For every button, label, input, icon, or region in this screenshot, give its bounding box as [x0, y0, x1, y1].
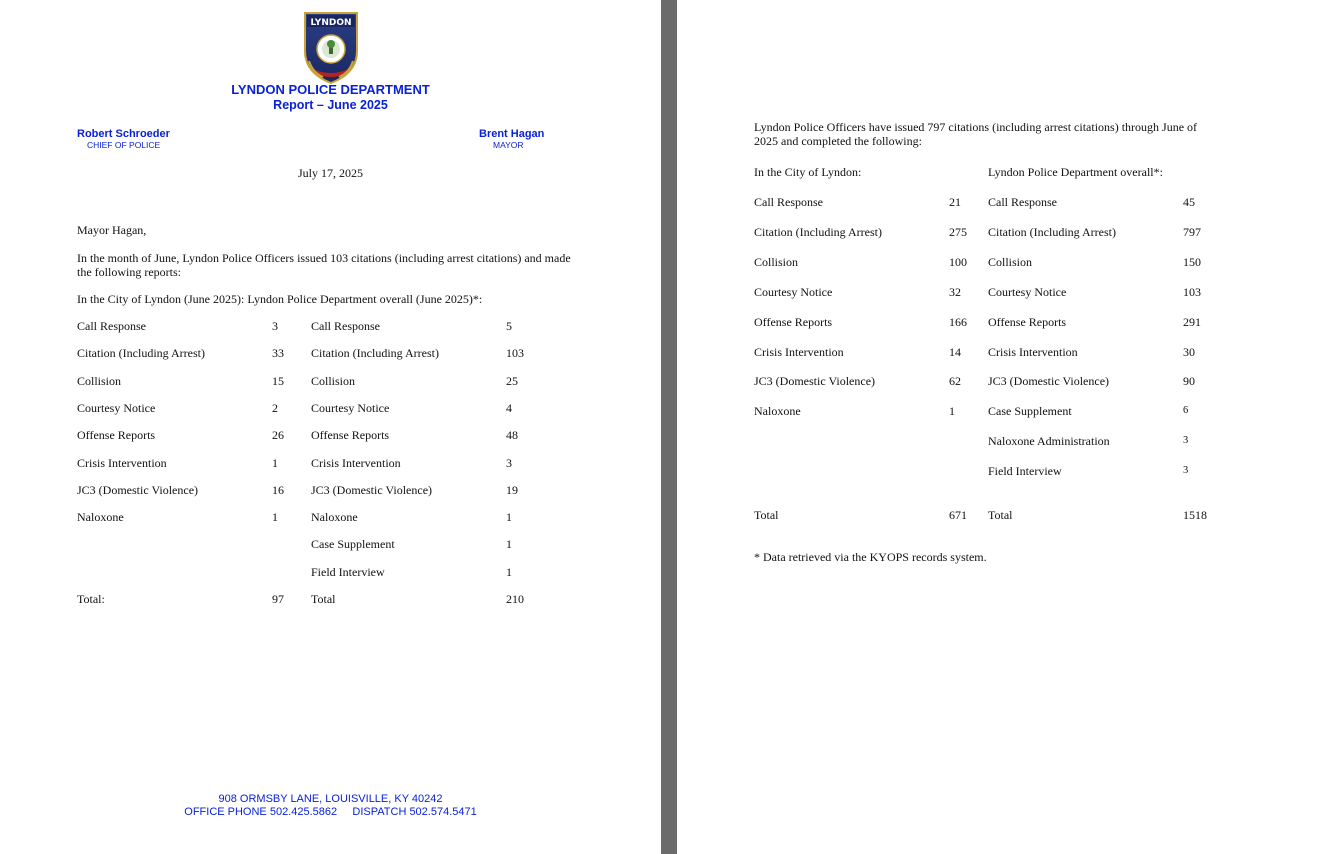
june-row-overall-label: Collision [311, 373, 356, 388]
page-divider [661, 0, 677, 854]
june-row-overall-label: Total [311, 592, 336, 606]
ytd-row-overall-value: 3 [1183, 435, 1189, 447]
ytd-row-city-value: 32 [949, 284, 961, 299]
june-row-overall-value: 3 [506, 455, 512, 470]
june-row-city-label: Citation (Including Arrest) [77, 346, 205, 361]
june-row-city-value: 3 [272, 319, 278, 333]
ytd-row-city-value: 1 [949, 404, 955, 419]
june-row-overall-label: Offense Reports [311, 428, 390, 443]
june-row-city-label: Offense Reports [77, 428, 156, 443]
june-row-overall-value: 4 [506, 400, 512, 415]
badge-text: LYNDON [310, 18, 352, 28]
june-row-overall-value: 25 [506, 373, 518, 388]
ytd-total-city-label: Total [754, 508, 779, 522]
june-row-overall-value: 103 [506, 346, 524, 361]
ytd-total-overall-label: Total [988, 508, 1013, 522]
footer-address: 908 ORMSBY LANE, LOUISVILLE, KY 40242 [218, 793, 443, 805]
intro-line-2: the following reports: [77, 265, 181, 279]
ytd-row-overall-label: Call Response [988, 195, 1057, 209]
ytd-row-overall-value: 3 [1183, 465, 1189, 477]
june-row-overall-label: Naloxone [311, 510, 358, 525]
mayor-title: MAYOR [493, 140, 524, 150]
june-row-overall-label: Field Interview [311, 564, 385, 579]
ytd-row-overall-label: Collision [988, 254, 1033, 269]
june-row-overall-label: Courtesy Notice [311, 400, 390, 415]
ytd-row-city-value: 275 [949, 224, 967, 239]
ytd-row-city-label: Citation (Including Arrest) [754, 224, 882, 239]
ytd-row-overall-value: 797 [1183, 224, 1201, 239]
june-row-city-label: Total: [77, 592, 105, 606]
mayor-name: Brent Hagan [479, 128, 545, 140]
chief-title: CHIEF OF POLICE [87, 140, 161, 150]
june-row-overall-value: 1 [506, 537, 512, 552]
june-row-overall-label: Citation (Including Arrest) [311, 346, 439, 361]
ytd-row-city-label: Crisis Intervention [754, 344, 844, 359]
june-row-overall-label: Call Response [311, 319, 380, 333]
ytd-row-city-value: 62 [949, 374, 961, 389]
chief-name: Robert Schroeder [77, 128, 170, 140]
ytd-row-city-label: Naloxone [754, 404, 801, 419]
ytd-intro-line-2: 2025 and completed the following: [754, 134, 922, 148]
june-row-overall-label: Case Supplement [311, 537, 395, 552]
june-row-overall-value: 1 [506, 510, 512, 525]
ytd-row-overall-label: Courtesy Notice [988, 284, 1067, 299]
june-row-city-value: 1 [272, 455, 278, 470]
ytd-row-city-label: JC3 (Domestic Violence) [754, 374, 876, 389]
columns-heading: In the City of Lyndon (June 2025): Lyndon Police Department overall (June 2025)*: [77, 292, 483, 306]
june-row-city-label: JC3 (Domestic Violence) [77, 482, 199, 497]
ytd-row-city-label: Courtesy Notice [754, 284, 833, 299]
ytd-row-overall-value: 45 [1183, 195, 1195, 209]
report-title: Report – June 2025 [273, 98, 388, 112]
letter-date: July 17, 2025 [297, 166, 363, 180]
ytd-row-city-label: Call Response [754, 195, 823, 209]
june-row-city-value: 97 [272, 592, 284, 606]
june-row-overall-label: JC3 (Domestic Violence) [311, 482, 433, 497]
ytd-row-overall-label: Case Supplement [988, 404, 1072, 419]
ytd-row-city-value: 21 [949, 195, 961, 209]
june-row-city-label: Courtesy Notice [77, 400, 156, 415]
june-row-overall-label: Crisis Intervention [311, 455, 401, 470]
ytd-row-overall-value: 150 [1183, 254, 1201, 269]
footer-phones: OFFICE PHONE 502.425.5862 DISPATCH 502.574.5471 [184, 806, 477, 818]
ytd-footnote: * Data retrieved via the KYOPS records system. [754, 550, 987, 564]
ytd-overall-heading: Lyndon Police Department overall*: [988, 165, 1163, 179]
ytd-row-overall-label: Citation (Including Arrest) [988, 224, 1116, 239]
salutation: Mayor Hagan, [77, 223, 147, 237]
june-row-overall-value: 19 [506, 482, 518, 497]
ytd-row-city-label: Collision [754, 254, 799, 269]
ytd-row-overall-value: 6 [1183, 405, 1189, 417]
june-row-city-value: 15 [272, 373, 284, 388]
ytd-total-overall-value: 1518 [1183, 508, 1207, 522]
ytd-row-overall-value: 291 [1183, 314, 1201, 329]
june-row-city-label: Crisis Intervention [77, 455, 167, 470]
department-name: LYNDON POLICE DEPARTMENT [231, 82, 430, 97]
report-page-1 [0, 0, 661, 854]
ytd-row-overall-label: Naloxone Administration [988, 434, 1110, 449]
june-row-city-label: Naloxone [77, 510, 124, 525]
june-row-city-value: 33 [272, 346, 284, 361]
june-row-city-value: 26 [272, 428, 284, 443]
june-row-city-value: 16 [272, 482, 284, 497]
intro-line-1: In the month of June, Lyndon Police Officers issued 103 citations (including arrest citations) and made [77, 251, 571, 265]
ytd-row-overall-value: 103 [1183, 284, 1201, 299]
june-row-city-value: 1 [272, 510, 278, 525]
ytd-row-overall-value: 30 [1183, 344, 1195, 359]
june-row-city-value: 2 [272, 400, 278, 415]
june-row-overall-value: 48 [506, 428, 518, 443]
ytd-intro-line-1: Lyndon Police Officers have issued 797 citations (including arrest citations) through June of [754, 120, 1198, 134]
ytd-row-overall-label: Offense Reports [988, 314, 1067, 329]
ytd-row-overall-label: Crisis Intervention [988, 344, 1078, 359]
june-row-overall-value: 210 [506, 592, 524, 606]
june-row-overall-value: 5 [506, 319, 512, 333]
ytd-row-overall-label: Field Interview [988, 464, 1062, 479]
ytd-row-overall-label: JC3 (Domestic Violence) [988, 374, 1110, 389]
june-row-overall-value: 1 [506, 564, 512, 579]
ytd-row-city-value: 166 [949, 314, 967, 329]
ytd-row-city-value: 14 [949, 344, 961, 359]
ytd-row-city-label: Offense Reports [754, 314, 833, 329]
ytd-row-city-value: 100 [949, 254, 967, 269]
ytd-city-heading: In the City of Lyndon: [754, 165, 862, 179]
ytd-row-overall-value: 90 [1183, 374, 1195, 389]
june-row-city-label: Collision [77, 373, 122, 388]
police-badge-logo [303, 11, 359, 85]
report-page-2 [677, 0, 1338, 854]
june-row-city-label: Call Response [77, 319, 146, 333]
ytd-total-city-value: 671 [949, 508, 967, 522]
